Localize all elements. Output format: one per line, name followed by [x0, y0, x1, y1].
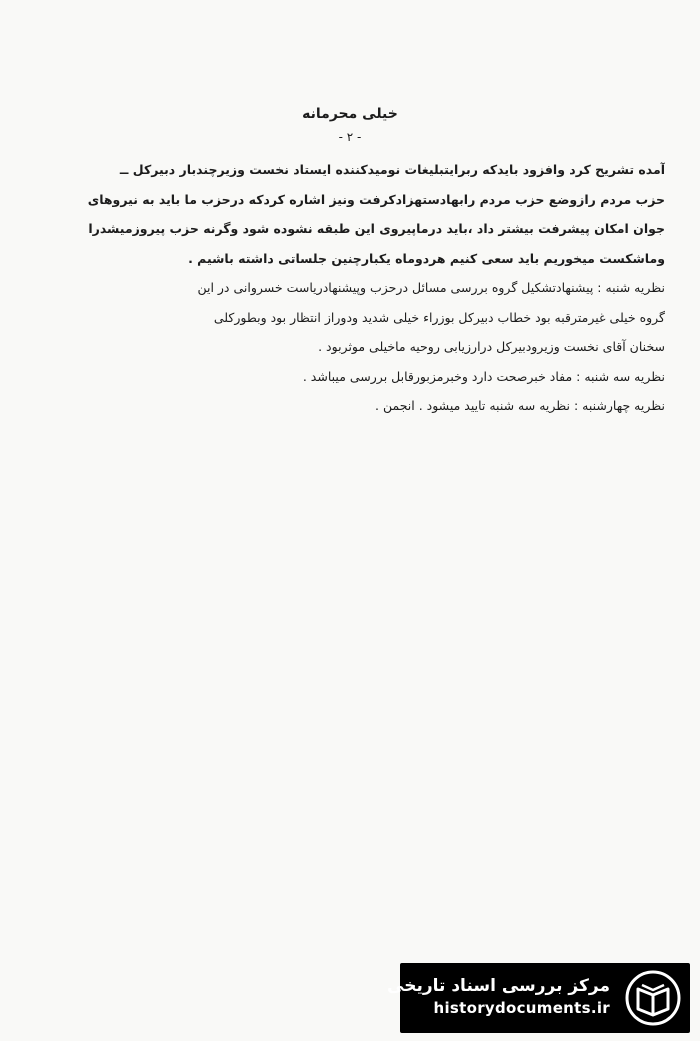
body-line: آمده تشریح کرد وافزود بایدکه ربرایتبلیغات نومیدکننده ایستاد نخست وزیرچندبار دبیرکل ــ	[119, 162, 665, 177]
document-body	[40, 160, 665, 426]
body-line: نظریه شنبه : پیشنهادتشکیل گروه بررسی مسائل درحزب وپیشنهادریاست خسروانی در این	[197, 280, 665, 295]
body-line: وماشکست میخوریم باید سعی کنیم هردوماه یکبارچنین جلساتی داشته باشیم .	[188, 250, 665, 266]
watermark-text	[387, 975, 610, 1019]
watermark-banner	[387, 963, 690, 1033]
body-line: نظریه چهارشنبه : نظریه سه شنبه تایید میشود . انجمن .	[375, 398, 665, 413]
body-line: نظریه سه شنبه : مفاد خبرصحت دارد وخبرمزبورقابل بررسی میباشد .	[302, 368, 665, 384]
page-number: - ٢ -	[338, 130, 362, 144]
body-line: جوان امکان پیشرفت بیشتر داد ،باید درماپیروی این طبقه نشوده شود وگرنه حزب پیروزمیشدرا	[88, 221, 665, 236]
body-line: حزب مردم رازوضع حزب مردم رابهادستهزادکرفت ونیز اشاره کردکه درحزب ما باید به نیروهای	[87, 191, 665, 207]
watermark-url: historydocuments.ir	[433, 999, 610, 1017]
body-line: گروه خیلی غیرمترقبه بود خطاب دبیرکل بوزراء خیلی شدید ودوراز انتظار بود وبطورکلی	[213, 309, 665, 325]
body-line: سخنان آقای نخست وزیرودبیرکل درارزیابی روحیه ماخیلی موثربود .	[318, 339, 665, 354]
watermark-title: مرکز بررسی اسناد تاریخی	[387, 976, 610, 996]
classification-heading: خیلی محرمانه	[302, 106, 398, 122]
book-logo-icon	[624, 969, 682, 1027]
